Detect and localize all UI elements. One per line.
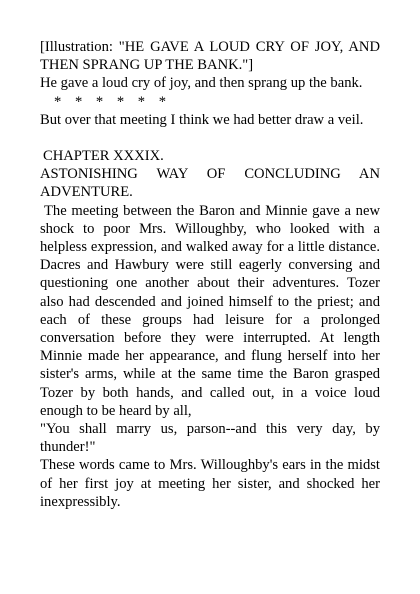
dialogue-paragraph: "You shall marry us, parson--and this very day, by thunder!" xyxy=(40,421,380,456)
illustration-caption: [Illustration: "HE GAVE A LOUD CRY OF JOY, AND THEN SPRANG UP THE BANK."] xyxy=(40,39,380,74)
paragraph: These words came to Mrs. Willoughby's ears in the midst of her first joy at meeting her sister, and shocked her inexpressibly. xyxy=(40,457,380,510)
paragraph: He gave a loud cry of joy, and then sprang up the bank. xyxy=(40,75,363,92)
chapter-title: ASTONISHING WAY OF CONCLUDING AN ADVENTURE. xyxy=(40,166,380,201)
paragraph: But over that meeting I think we had better draw a veil. xyxy=(40,111,364,128)
document-page xyxy=(40,38,380,511)
section-separator: * * * * * * xyxy=(54,93,167,110)
paragraph: The meeting between the Baron and Minnie gave a new shock to poor Mrs. Willoughby, who looked with a helpless expression, and walked away for a little distance. Dacres and Hawbury were still eagerly conversing and questioning one another about their adventures. Tozer also had descended and joined himself to the priest; and each of these groups had leisure for a prolonged conversation before they were interrupted. At length Minnie made her appearance, and flung herself into her sister's arms, while at the same time the Baron grasped Tozer by both hands, and called out, in a voice loud enough to be heard by all, xyxy=(40,202,380,419)
chapter-heading: CHAPTER XXXIX. xyxy=(43,148,164,165)
spacer xyxy=(40,129,380,147)
